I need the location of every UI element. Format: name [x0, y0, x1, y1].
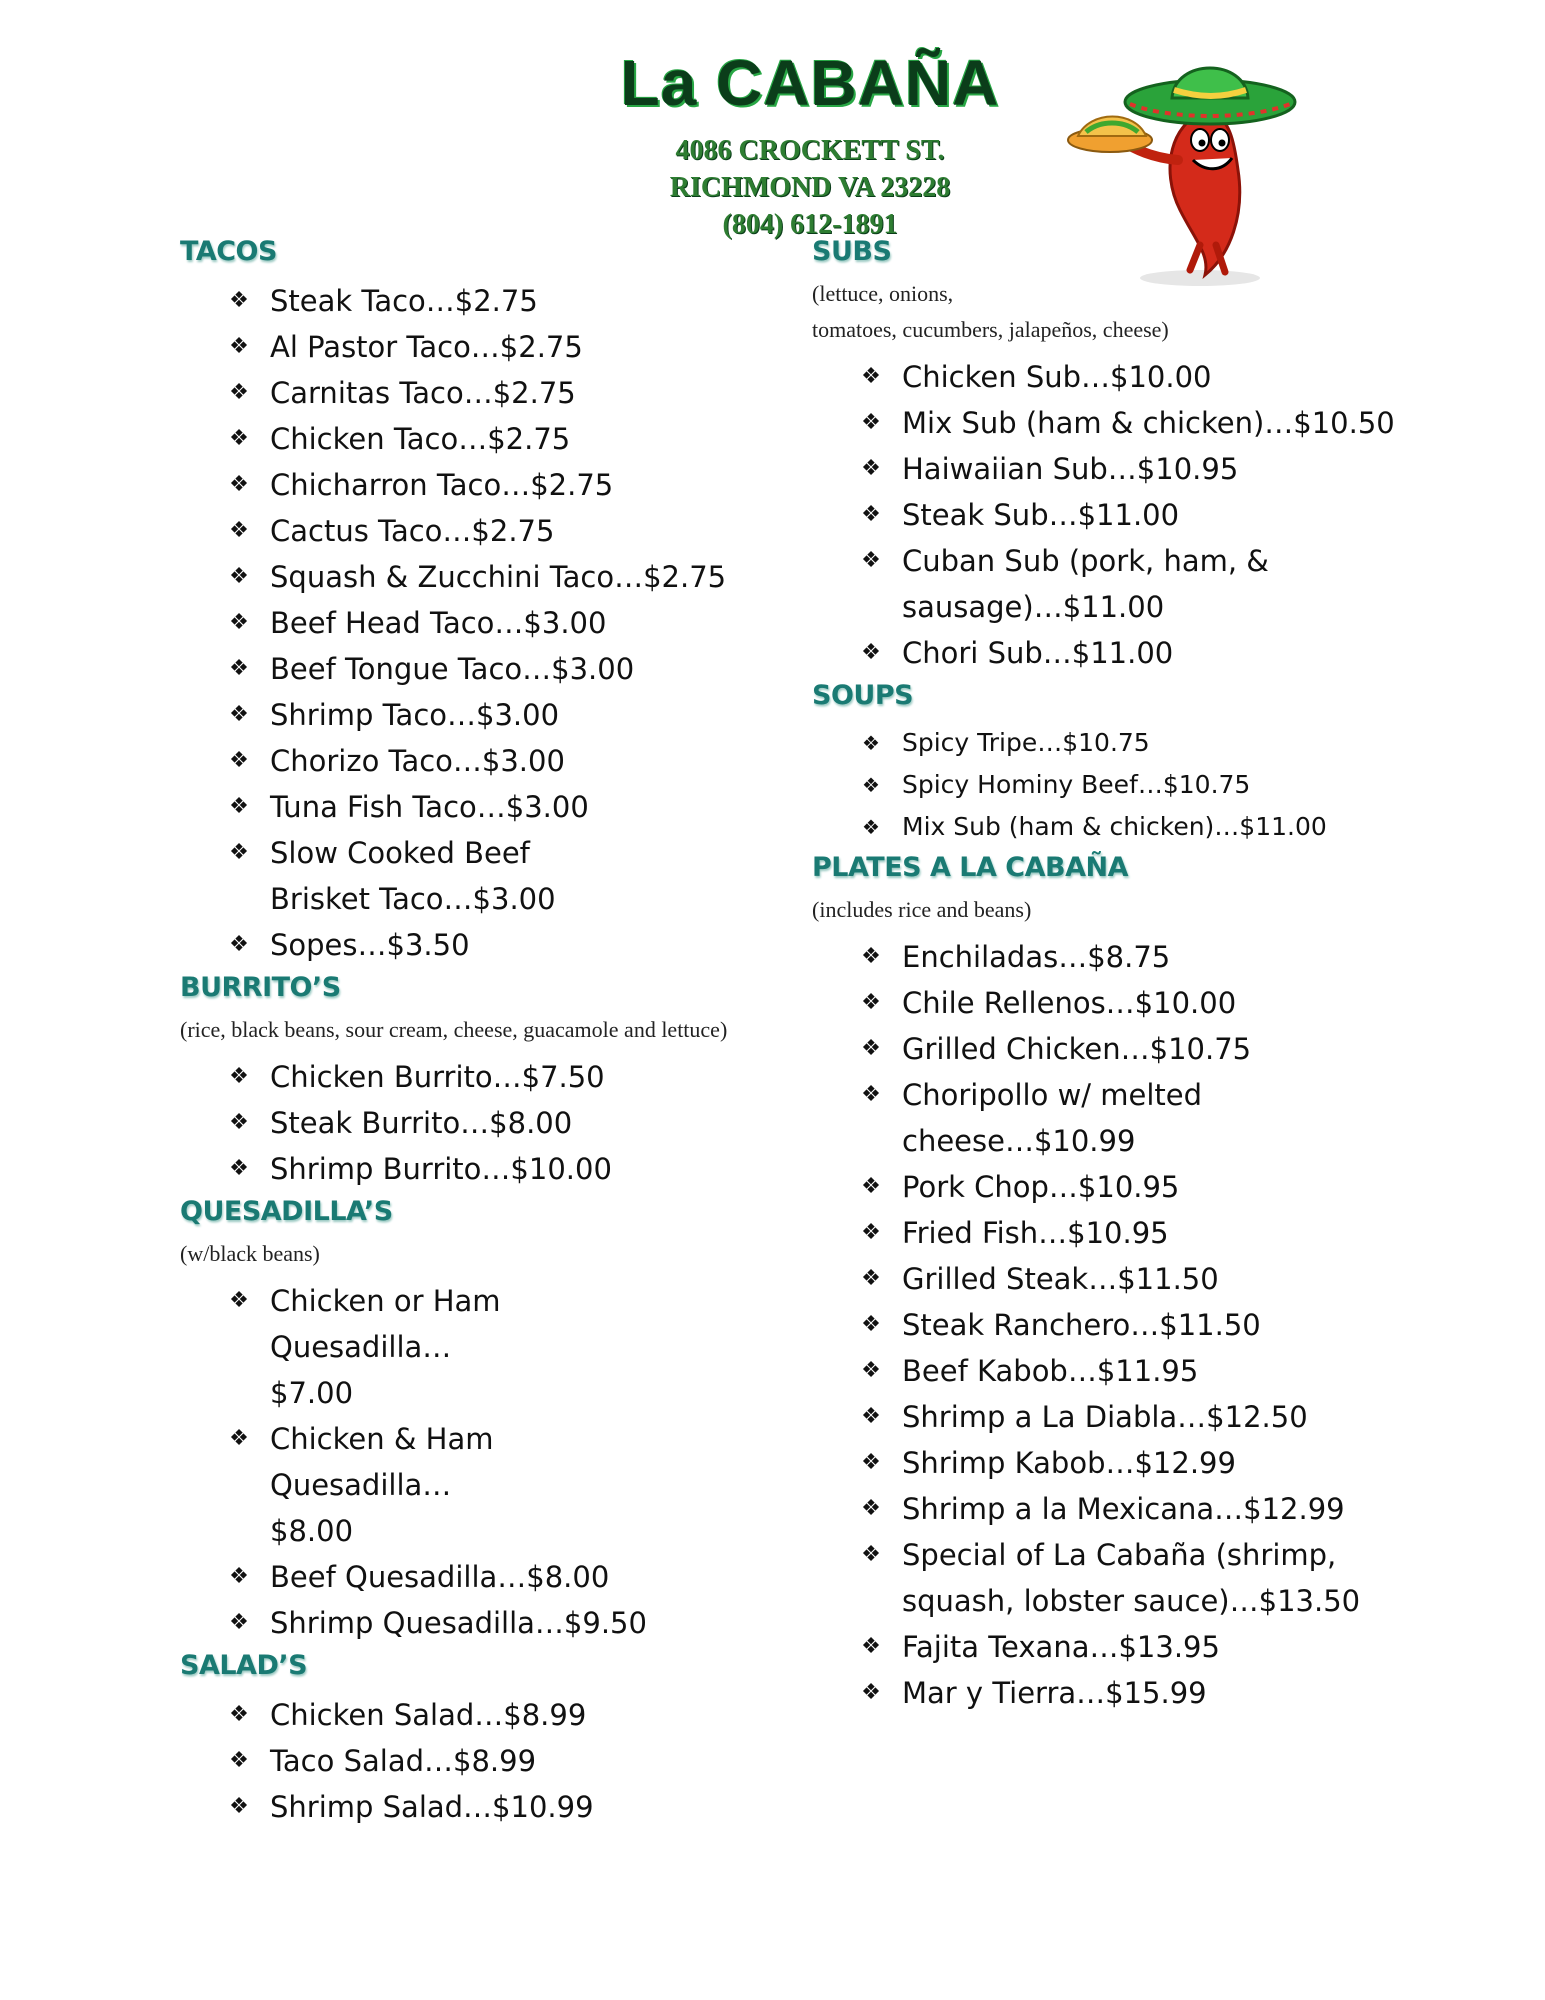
list-item: ❖ Squash & Zucchini Taco…$2.75	[224, 554, 760, 600]
diamond-bullet-icon: ❖	[229, 656, 249, 681]
section-heading-subs: SUBS	[812, 236, 892, 267]
diamond-bullet-icon: ❖	[861, 1358, 881, 1383]
diamond-bullet-icon: ❖	[229, 1610, 249, 1635]
diamond-bullet-icon: ❖	[229, 794, 249, 819]
diamond-bullet-icon: ❖	[229, 334, 249, 359]
diamond-bullet-icon: ❖	[861, 1220, 881, 1245]
diamond-bullet-icon: ❖	[861, 1450, 881, 1475]
list-item: ❖ Chicken or Ham Quesadilla…$7.00	[224, 1278, 530, 1416]
section-heading-burritos: BURRITO’S	[180, 972, 341, 1003]
diamond-bullet-icon: ❖	[861, 1174, 881, 1199]
plates-note: (includes rice and beans)	[812, 897, 1032, 922]
address-street: 4086 CROCKETT ST.	[675, 135, 945, 166]
diamond-bullet-icon: ❖	[861, 1082, 881, 1107]
plates-list	[812, 934, 1412, 1716]
diamond-bullet-icon: ❖	[229, 518, 249, 543]
list-item: ❖ Chicken & Ham Quesadilla…$8.00	[224, 1416, 530, 1554]
list-item: ❖ Chorizo Taco…$3.00	[224, 738, 760, 784]
diamond-bullet-icon: ❖	[861, 640, 881, 665]
diamond-bullet-icon: ❖	[229, 1156, 249, 1181]
list-item: ❖ Beef Kabob…$11.95	[856, 1348, 1412, 1394]
section-heading-salads: SALAD’S	[180, 1650, 308, 1681]
list-item: ❖ Haiwaiian Sub…$10.95	[856, 446, 1412, 492]
diamond-bullet-icon: ❖	[862, 773, 880, 797]
menu-column-right	[812, 232, 1412, 1716]
diamond-bullet-icon: ❖	[229, 840, 249, 865]
menu-column-left	[180, 232, 760, 1830]
list-item: ❖ Steak Burrito…$8.00	[224, 1100, 760, 1146]
subs-note-line2: tomatoes, cucumbers, jalapeños, cheese)	[812, 317, 1169, 342]
section-heading-tacos: TACOS	[180, 236, 277, 267]
list-item: ❖ Steak Taco…$2.75	[224, 278, 760, 324]
menu-header	[560, 48, 1060, 243]
diamond-bullet-icon: ❖	[861, 1542, 881, 1567]
list-item: ❖ Fried Fish…$10.95	[856, 1210, 1412, 1256]
list-item: ❖ Cactus Taco…$2.75	[224, 508, 760, 554]
list-item: ❖ Shrimp Taco…$3.00	[224, 692, 760, 738]
list-item: ❖ Chori Sub…$11.00	[856, 630, 1412, 676]
list-item: ❖ Chicken Sub…$10.00	[856, 354, 1412, 400]
list-item: ❖ Shrimp Burrito…$10.00	[224, 1146, 760, 1192]
address-city: RICHMOND VA 23228	[669, 172, 951, 203]
diamond-bullet-icon: ❖	[861, 364, 881, 389]
diamond-bullet-icon: ❖	[229, 1564, 249, 1589]
list-item: ❖ Chile Rellenos…$10.00	[856, 980, 1412, 1026]
diamond-bullet-icon: ❖	[229, 702, 249, 727]
diamond-bullet-icon: ❖	[229, 288, 249, 313]
diamond-bullet-icon: ❖	[861, 1680, 881, 1705]
diamond-bullet-icon: ❖	[861, 1266, 881, 1291]
list-item: ❖ Taco Salad…$8.99	[224, 1738, 760, 1784]
diamond-bullet-icon: ❖	[861, 990, 881, 1015]
section-heading-quesadillas: QUESADILLA’S	[180, 1196, 393, 1227]
diamond-bullet-icon: ❖	[229, 1426, 249, 1451]
list-item: ❖ Beef Quesadilla…$8.00	[224, 1554, 760, 1600]
diamond-bullet-icon: ❖	[229, 748, 249, 773]
list-item: ❖ Chicken Salad…$8.99	[224, 1692, 760, 1738]
list-item: ❖ Chicken Burrito…$7.50	[224, 1054, 760, 1100]
list-item: ❖ Chicharron Taco…$2.75	[224, 462, 760, 508]
diamond-bullet-icon: ❖	[229, 1702, 249, 1727]
diamond-bullet-icon: ❖	[861, 944, 881, 969]
list-item: ❖ Carnitas Taco…$2.75	[224, 370, 760, 416]
list-item: ❖ Al Pastor Taco…$2.75	[224, 324, 760, 370]
diamond-bullet-icon: ❖	[229, 610, 249, 635]
list-item: ❖ Mix Sub (ham & chicken)…$10.50	[856, 400, 1412, 446]
diamond-bullet-icon: ❖	[229, 1288, 249, 1313]
quesadillas-list	[180, 1278, 760, 1646]
salads-list	[180, 1692, 760, 1830]
list-item: ❖ Beef Tongue Taco…$3.00	[224, 646, 760, 692]
diamond-bullet-icon: ❖	[229, 564, 249, 589]
diamond-bullet-icon: ❖	[861, 502, 881, 527]
diamond-bullet-icon: ❖	[861, 1634, 881, 1659]
restaurant-title: La CABAÑA	[620, 47, 1000, 119]
list-item: ❖ Choripollo w/ melted cheese…$10.99	[856, 1072, 1242, 1164]
diamond-bullet-icon: ❖	[229, 1064, 249, 1089]
list-item: ❖ Shrimp Kabob…$12.99	[856, 1440, 1412, 1486]
diamond-bullet-icon: ❖	[861, 1404, 881, 1429]
list-item: ❖ Sopes…$3.50	[224, 922, 760, 968]
list-item: ❖ Shrimp a La Diabla…$12.50	[856, 1394, 1412, 1440]
diamond-bullet-icon: ❖	[861, 456, 881, 481]
soups-list	[812, 722, 1412, 848]
list-item: ❖ Grilled Steak…$11.50	[856, 1256, 1412, 1302]
list-item: ❖ Shrimp a la Mexicana…$12.99	[856, 1486, 1412, 1532]
diamond-bullet-icon: ❖	[229, 380, 249, 405]
diamond-bullet-icon: ❖	[861, 1312, 881, 1337]
list-item: ❖ Mix Sub (ham & chicken)…$11.00	[856, 806, 1412, 848]
diamond-bullet-icon: ❖	[862, 731, 880, 755]
phone-number: (804) 612-1891	[722, 209, 898, 240]
section-heading-soups: SOUPS	[812, 680, 914, 711]
list-item: ❖ Mar y Tierra…$15.99	[856, 1670, 1412, 1716]
list-item: ❖ Tuna Fish Taco…$3.00	[224, 784, 760, 830]
list-item: ❖ Fajita Texana…$13.95	[856, 1624, 1412, 1670]
list-item: ❖ Grilled Chicken…$10.75	[856, 1026, 1412, 1072]
burritos-note: (rice, black beans, sour cream, cheese, guacamole and lettuce)	[180, 1017, 728, 1042]
list-item: ❖ Shrimp Salad…$10.99	[224, 1784, 760, 1830]
diamond-bullet-icon: ❖	[229, 472, 249, 497]
diamond-bullet-icon: ❖	[229, 426, 249, 451]
list-item: ❖ Steak Sub…$11.00	[856, 492, 1412, 538]
diamond-bullet-icon: ❖	[862, 815, 880, 839]
subs-list	[812, 354, 1412, 676]
list-item: ❖ Spicy Tripe…$10.75	[856, 722, 1412, 764]
tacos-list	[180, 278, 760, 968]
burritos-list	[180, 1054, 760, 1192]
list-item: ❖ Beef Head Taco…$3.00	[224, 600, 760, 646]
diamond-bullet-icon: ❖	[229, 1794, 249, 1819]
diamond-bullet-icon: ❖	[861, 1496, 881, 1521]
list-item: ❖ Cuban Sub (pork, ham, & sausage)…$11.00	[856, 538, 1282, 630]
diamond-bullet-icon: ❖	[229, 932, 249, 957]
quesadillas-note: (w/black beans)	[180, 1241, 320, 1266]
list-item: ❖ Shrimp Quesadilla…$9.50	[224, 1600, 760, 1646]
list-item: ❖ Enchiladas…$8.75	[856, 934, 1412, 980]
diamond-bullet-icon: ❖	[229, 1110, 249, 1135]
diamond-bullet-icon: ❖	[861, 410, 881, 435]
diamond-bullet-icon: ❖	[229, 1748, 249, 1773]
subs-note-line1: (lettuce, onions,	[812, 281, 954, 306]
list-item: ❖ Pork Chop…$10.95	[856, 1164, 1412, 1210]
diamond-bullet-icon: ❖	[861, 1036, 881, 1061]
list-item: ❖ Chicken Taco…$2.75	[224, 416, 760, 462]
list-item: ❖ Steak Ranchero…$11.50	[856, 1302, 1412, 1348]
list-item: ❖ Slow Cooked Beef Brisket Taco…$3.00	[224, 830, 560, 922]
list-item: ❖ Spicy Hominy Beef…$10.75	[856, 764, 1412, 806]
diamond-bullet-icon: ❖	[861, 548, 881, 573]
list-item: ❖ Special of La Cabaña (shrimp, squash, lobster sauce)…$13.50	[856, 1532, 1362, 1624]
section-heading-plates: PLATES A LA CABAÑA	[812, 852, 1128, 883]
